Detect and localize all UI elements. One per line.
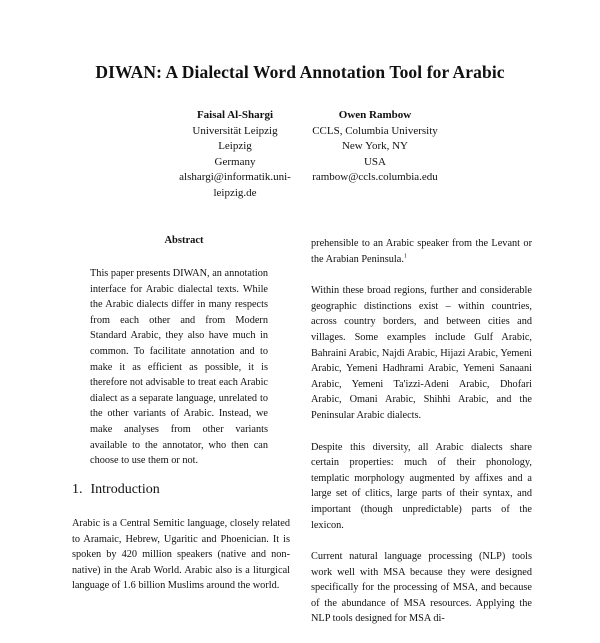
right-column [311,236,532,643]
author-affiliation: Universität Leipzig [192,124,278,137]
abstract-heading: Abstract [164,235,204,246]
section-heading-introduction [72,482,160,498]
author-city: Leipzig [218,140,252,152]
body-paragraph [311,236,532,267]
author-email: rambow@ccls.columbia.edu [312,171,438,183]
paper-title: DIWAN: A Dialectal Word Annotation Tool for Arabic [95,62,505,82]
author-city: New York, NY [341,140,408,152]
author-country: Germany [214,155,256,168]
author-block-2 [300,108,450,186]
body-paragraph: Arabic is a Central Semitic language, closely related to Aramaic, Hebrew, Ugaritic and Phoenician. It is spoken by 420 million speakers (native and non-native) in the Arab World. Arabic also is a liturgical language of 1.6 billion Muslims around the world. [72,518,290,592]
author-email-continued: leipzig.de [213,186,257,199]
abstract-paragraph: This paper presents DIWAN, an annotation interface for Arabic dialectal texts. While the Arabic dialects differ in many respects from each other and from Modern Standard Arabic, they also have much in common. To facilitate annotation and to make it as efficient as possible, it is therefore not advisable to treat each Arabic dialect as a separate language, unrelated to the other variants of Arabic. Instead, we make analyses from other variants available to the annotator, who then can choose to use them or not. [90,268,268,467]
author-country: USA [363,155,386,168]
section-title: Introduction [90,482,160,497]
introduction-body [72,516,290,594]
author-email: alshargi@informatik.uni- [179,171,291,183]
author-affiliation: CCLS, Columbia University [312,124,438,137]
author-block-1 [160,108,310,201]
section-number: 1. [72,482,83,497]
paragraph-text: prehensible to an Arabic speaker from the Levant or the Arabian Peninsula. [311,238,532,265]
author-name: Owen Rambow [338,109,412,121]
body-paragraph: Within these broad regions, further and considerable geographic distinctions exist – within countries, across country borders, and between cities and villages. Some examples include Gulf Arabic, Bahraini Arabic, Najdi Arabic, Hijazi Arabic, Yemeni Arabic, Yemeni Hadhrami Arabic, Yemeni Sanaani Arabic, Yemeni Ta'izzi-Adeni Arabic, Dhofari Arabic, Omani Arabic, Shihhi Arabic, and the Peninsular Arabic dialects. [311,285,532,421]
body-paragraph: Despite this diversity, all Arabic dialects share certain properties: much of their phonology, templatic morphology augmented by affixes and a large set of clitics, large parts of their syntax, and important (though unpredictable) parts of the lexicon. [311,441,532,531]
abstract-body [90,266,268,469]
footnote-marker: 1 [403,253,407,260]
author-name: Faisal Al-Shargi [196,109,274,121]
body-paragraph: Current natural language processing (NLP) tools work well with MSA because they were designed specifically for the processing of MSA, and because of the abundance of MSA resources. Applying the NLP tools designed for MSA di- [311,551,532,625]
